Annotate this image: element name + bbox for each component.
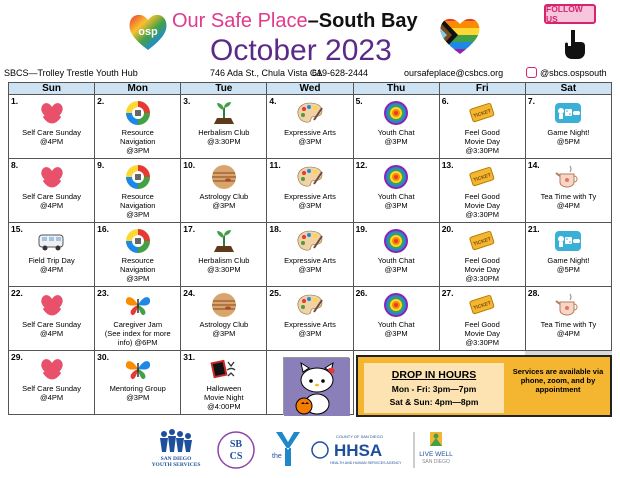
- day-number: 30.: [97, 352, 109, 362]
- day-cell: [267, 159, 353, 223]
- day-cell: [9, 159, 95, 223]
- event-detail: Navigation: [119, 265, 156, 274]
- day-number: 6.: [441, 96, 449, 106]
- day-cell: [525, 159, 611, 223]
- event-detail: @4PM: [40, 393, 64, 402]
- day-number: 15.: [11, 224, 23, 234]
- day-cell: [181, 287, 267, 351]
- svg-text:COUNTY OF SAN DIEGO: COUNTY OF SAN DIEGO: [336, 434, 383, 439]
- event-detail: Movie Night: [204, 393, 244, 402]
- day-number: 10.: [183, 160, 196, 170]
- event-title: Tea Time with Ty: [540, 320, 597, 329]
- palette-icon: [296, 164, 324, 190]
- resource-logo-icon: [124, 100, 152, 126]
- event-title: Youth Chat: [377, 320, 415, 329]
- ticket-icon: [468, 164, 496, 190]
- day-number: 29.: [11, 352, 23, 362]
- phone[interactable]: 619-628-2444: [312, 68, 369, 78]
- event-title: Self Care Sunday: [22, 192, 81, 201]
- svg-text:HEALTH AND HUMAN SERVICES AGEN: HEALTH AND HUMAN SERVICES AGENCY: [330, 461, 402, 465]
- heart-hands-icon: [38, 164, 66, 190]
- day-cell: [95, 351, 181, 415]
- event-detail: @4PM: [40, 329, 64, 338]
- page-title: [172, 10, 418, 32]
- hhsa-logo: [312, 434, 402, 465]
- event-title: Herbalism Club: [198, 128, 250, 137]
- heart-hands-icon: [38, 356, 66, 382]
- day-number: 13.: [441, 160, 454, 170]
- svg-text:TICKET: TICKET: [473, 172, 493, 184]
- event-title: Caregiver Jam: [113, 320, 163, 329]
- instagram-handle[interactable]: @sbcs.ospsouth: [526, 66, 607, 80]
- day-cell: [181, 95, 267, 159]
- day-cell: [439, 287, 525, 351]
- event-title: Youth Chat: [377, 256, 415, 265]
- event-detail: @3PM: [384, 137, 408, 146]
- osp-logo: [128, 10, 168, 52]
- event-title: Game Night!: [547, 256, 590, 265]
- address: 746 Ada St., Chula Vista CA: [210, 68, 323, 78]
- day-number: 21.: [527, 224, 540, 234]
- day-cell: [353, 287, 439, 351]
- rainbow-target-icon: [382, 228, 410, 254]
- day-cell: [95, 287, 181, 351]
- event-title: Astrology Club: [199, 320, 249, 329]
- event-title: Astrology Club: [199, 192, 249, 201]
- day-number: 16.: [97, 224, 109, 234]
- event-title: Resource: [121, 128, 154, 137]
- pointing-hand-icon: [560, 28, 586, 60]
- weekday-wed: Wed: [267, 83, 353, 95]
- rainbow-target-icon: [382, 100, 410, 126]
- org-name: SBCS—Trolley Trestle Youth Hub: [4, 68, 138, 78]
- weekday-thu: Thu: [353, 83, 439, 95]
- instagram-icon: [526, 67, 537, 78]
- email[interactable]: oursafeplace@csbcs.org: [404, 68, 504, 78]
- follow-us-badge[interactable]: FOLLOW US: [544, 4, 596, 24]
- event-detail: info) @6PM: [117, 338, 158, 347]
- sdys-logo: [152, 429, 201, 468]
- day-number: 26.: [355, 288, 368, 298]
- day-cell: [9, 351, 95, 415]
- event-detail: @4:00PM: [207, 402, 241, 411]
- ticket-icon: [468, 100, 496, 126]
- day-cell: [95, 223, 181, 287]
- event-detail: @3PM: [298, 201, 322, 210]
- svg-text:TICKET: TICKET: [473, 108, 493, 120]
- event-detail: Navigation: [119, 201, 156, 210]
- palette-icon: [296, 292, 324, 318]
- event-detail: @3PM: [298, 265, 322, 274]
- event-detail: @3:30PM: [465, 210, 499, 219]
- svg-text:TICKET: TICKET: [473, 236, 493, 248]
- weekday-sun: Sun: [9, 83, 95, 95]
- day-number: 1.: [11, 96, 19, 106]
- weekday-mon: Mon: [95, 83, 181, 95]
- palette-icon: [296, 100, 324, 126]
- day-cell: [181, 159, 267, 223]
- event-detail: @3PM: [298, 329, 322, 338]
- event-detail: @3PM: [212, 201, 236, 210]
- day-number: 7.: [527, 96, 535, 106]
- svg-text:SAN DIEGO: SAN DIEGO: [160, 456, 192, 462]
- rainbow-target-icon: [382, 292, 410, 318]
- title-part-1: Our Safe Place: [172, 10, 308, 32]
- event-detail: @4PM: [40, 265, 64, 274]
- month-title: October 2023: [210, 34, 392, 67]
- day-number: 31.: [183, 352, 196, 362]
- event-title: Feel Good: [464, 256, 500, 265]
- resource-logo-icon: [124, 164, 152, 190]
- event-detail: @4PM: [556, 329, 580, 338]
- game-pieces-icon: [554, 228, 582, 254]
- day-number: 9.: [97, 160, 105, 170]
- info-bar: [4, 66, 616, 80]
- hello-kitty-halloween-image: [283, 357, 349, 415]
- day-number: 27.: [441, 288, 454, 298]
- event-detail: @3PM: [126, 210, 150, 219]
- teapot-icon: [554, 292, 582, 318]
- event-title: Expressive Arts: [284, 128, 336, 137]
- day-cell: [525, 223, 611, 287]
- day-cell: [9, 287, 95, 351]
- event-detail: @3:30PM: [207, 265, 241, 274]
- event-detail: Movie Day: [464, 329, 500, 338]
- day-cell: [353, 223, 439, 287]
- event-detail: @3:30PM: [207, 137, 241, 146]
- day-cell: [267, 223, 353, 287]
- planet-icon: [210, 164, 238, 190]
- day-cell: [439, 223, 525, 287]
- pride-heart-icon: [438, 14, 482, 56]
- calendar-week: [9, 223, 612, 287]
- event-title: Mentoring Group: [109, 384, 166, 393]
- svg-text:SAN DIEGO: SAN DIEGO: [422, 459, 450, 465]
- weekend-hours: Sat & Sun: 4pm—8pm: [389, 397, 479, 407]
- ticket-icon: [468, 228, 496, 254]
- event-detail: Navigation: [119, 137, 156, 146]
- event-detail: @3:30PM: [465, 338, 499, 347]
- event-detail: @5PM: [556, 265, 580, 274]
- planet-icon: [210, 292, 238, 318]
- game-pieces-icon: [554, 100, 582, 126]
- calendar-week: [9, 95, 612, 159]
- event-detail: @3PM: [212, 329, 236, 338]
- event-title: Self Care Sunday: [22, 320, 81, 329]
- event-detail: @4PM: [40, 201, 64, 210]
- day-number: 4.: [269, 96, 277, 106]
- weekday-fri: Fri: [439, 83, 525, 95]
- event-detail: @3PM: [384, 201, 408, 210]
- event-detail: Movie Day: [464, 137, 500, 146]
- event-detail: @3PM: [384, 265, 408, 274]
- event-title: Expressive Arts: [284, 192, 336, 201]
- palette-icon: [296, 228, 324, 254]
- day-number: 12.: [355, 160, 368, 170]
- weekday-tue: Tue: [181, 83, 267, 95]
- svg-text:TICKET: TICKET: [473, 300, 493, 312]
- seedling-icon: [210, 100, 238, 126]
- event-detail: @3:30PM: [465, 274, 499, 283]
- event-detail: Movie Day: [464, 265, 500, 274]
- day-number: 2.: [97, 96, 105, 106]
- van-icon: [38, 228, 66, 254]
- event-detail: @4PM: [40, 137, 64, 146]
- event-title: Self Care Sunday: [22, 128, 81, 137]
- services-note: Services are available via phone, zoom, and by appointment: [512, 367, 604, 394]
- heart-hands-icon: [38, 292, 66, 318]
- svg-text:osp: osp: [138, 26, 158, 38]
- day-cell: [439, 159, 525, 223]
- event-title: Youth Chat: [377, 192, 415, 201]
- day-number: 23.: [97, 288, 109, 298]
- day-cell: [267, 95, 353, 159]
- seedling-icon: [210, 228, 238, 254]
- event-detail: Movie Day: [464, 201, 500, 210]
- day-number: 25.: [269, 288, 282, 298]
- day-number: 18.: [269, 224, 282, 234]
- day-cell: [95, 95, 181, 159]
- event-title: Field Trip Day: [28, 256, 75, 265]
- event-title: Herbalism Club: [198, 256, 250, 265]
- weekday-hours: Mon - Fri: 3pm—7pm: [391, 384, 477, 394]
- day-cell: [525, 95, 611, 159]
- title-part-2: –South Bay: [307, 10, 418, 32]
- event-detail: @3:30PM: [465, 146, 499, 155]
- halloween-film-icon: [210, 356, 238, 382]
- event-title: Expressive Arts: [284, 320, 336, 329]
- event-title: Halloween: [206, 384, 242, 393]
- day-number: 24.: [183, 288, 196, 298]
- butterfly-icon: [124, 292, 152, 318]
- weekday-header-row: [9, 83, 612, 95]
- event-detail: @5PM: [556, 137, 580, 146]
- event-title: Feel Good: [464, 320, 500, 329]
- butterfly-icon: [124, 356, 152, 382]
- svg-text:HHSA: HHSA: [334, 441, 383, 460]
- svg-text:the: the: [272, 453, 282, 460]
- day-cell: [525, 287, 611, 351]
- day-cell: [353, 159, 439, 223]
- calendar-week: [9, 287, 612, 351]
- weekday-sat: Sat: [525, 83, 611, 95]
- event-title: Game Night!: [547, 128, 590, 137]
- event-detail: @3PM: [126, 274, 150, 283]
- day-number: 14.: [527, 160, 540, 170]
- day-cell: [95, 159, 181, 223]
- day-number: 22.: [11, 288, 23, 298]
- day-number: 8.: [11, 160, 19, 170]
- event-title: Self Care Sunday: [22, 384, 81, 393]
- resource-logo-icon: [124, 228, 152, 254]
- event-title: Resource: [121, 192, 154, 201]
- drop-in-hours-panel: [356, 355, 612, 417]
- day-cell: [439, 95, 525, 159]
- event-title: Expressive Arts: [284, 256, 336, 265]
- day-number: 17.: [183, 224, 196, 234]
- svg-text:SB: SB: [229, 439, 243, 450]
- day-cell: [353, 95, 439, 159]
- day-cell: [267, 287, 353, 351]
- day-number: 20.: [441, 224, 454, 234]
- rainbow-target-icon: [382, 164, 410, 190]
- live-well-logo: [414, 432, 453, 468]
- day-number: 3.: [183, 96, 191, 106]
- day-cell: [181, 351, 267, 415]
- day-number: 19.: [355, 224, 368, 234]
- event-title: Youth Chat: [377, 128, 415, 137]
- event-detail: @3PM: [126, 146, 150, 155]
- calendar-week: [9, 159, 612, 223]
- teapot-icon: [554, 164, 582, 190]
- event-title: Feel Good: [464, 192, 500, 201]
- svg-text:CS: CS: [229, 451, 243, 462]
- heart-hands-icon: [38, 100, 66, 126]
- svg-text:LIVE WELL: LIVE WELL: [419, 451, 453, 458]
- day-number: 28.: [527, 288, 540, 298]
- event-title: Feel Good: [464, 128, 500, 137]
- event-title: Resource: [121, 256, 154, 265]
- event-detail: (See index for more: [104, 329, 171, 338]
- partner-logos: [150, 428, 470, 472]
- event-detail: @3PM: [126, 393, 150, 402]
- svg-text:YOUTH SERVICES: YOUTH SERVICES: [151, 462, 201, 468]
- sbcs-logo: [218, 432, 254, 468]
- event-detail: @3PM: [384, 329, 408, 338]
- drop-in-title: DROP IN HOURS: [391, 369, 477, 381]
- event-detail: @3PM: [298, 137, 322, 146]
- day-number: 11.: [269, 160, 281, 170]
- day-number: 5.: [355, 96, 363, 106]
- event-detail: @4PM: [556, 201, 580, 210]
- ticket-icon: [468, 292, 496, 318]
- ymca-logo: [272, 432, 300, 466]
- day-cell: [9, 223, 95, 287]
- day-cell: [9, 95, 95, 159]
- event-title: Tea Time with Ty: [540, 192, 597, 201]
- day-cell: [181, 223, 267, 287]
- drop-in-hours-box: [364, 363, 504, 413]
